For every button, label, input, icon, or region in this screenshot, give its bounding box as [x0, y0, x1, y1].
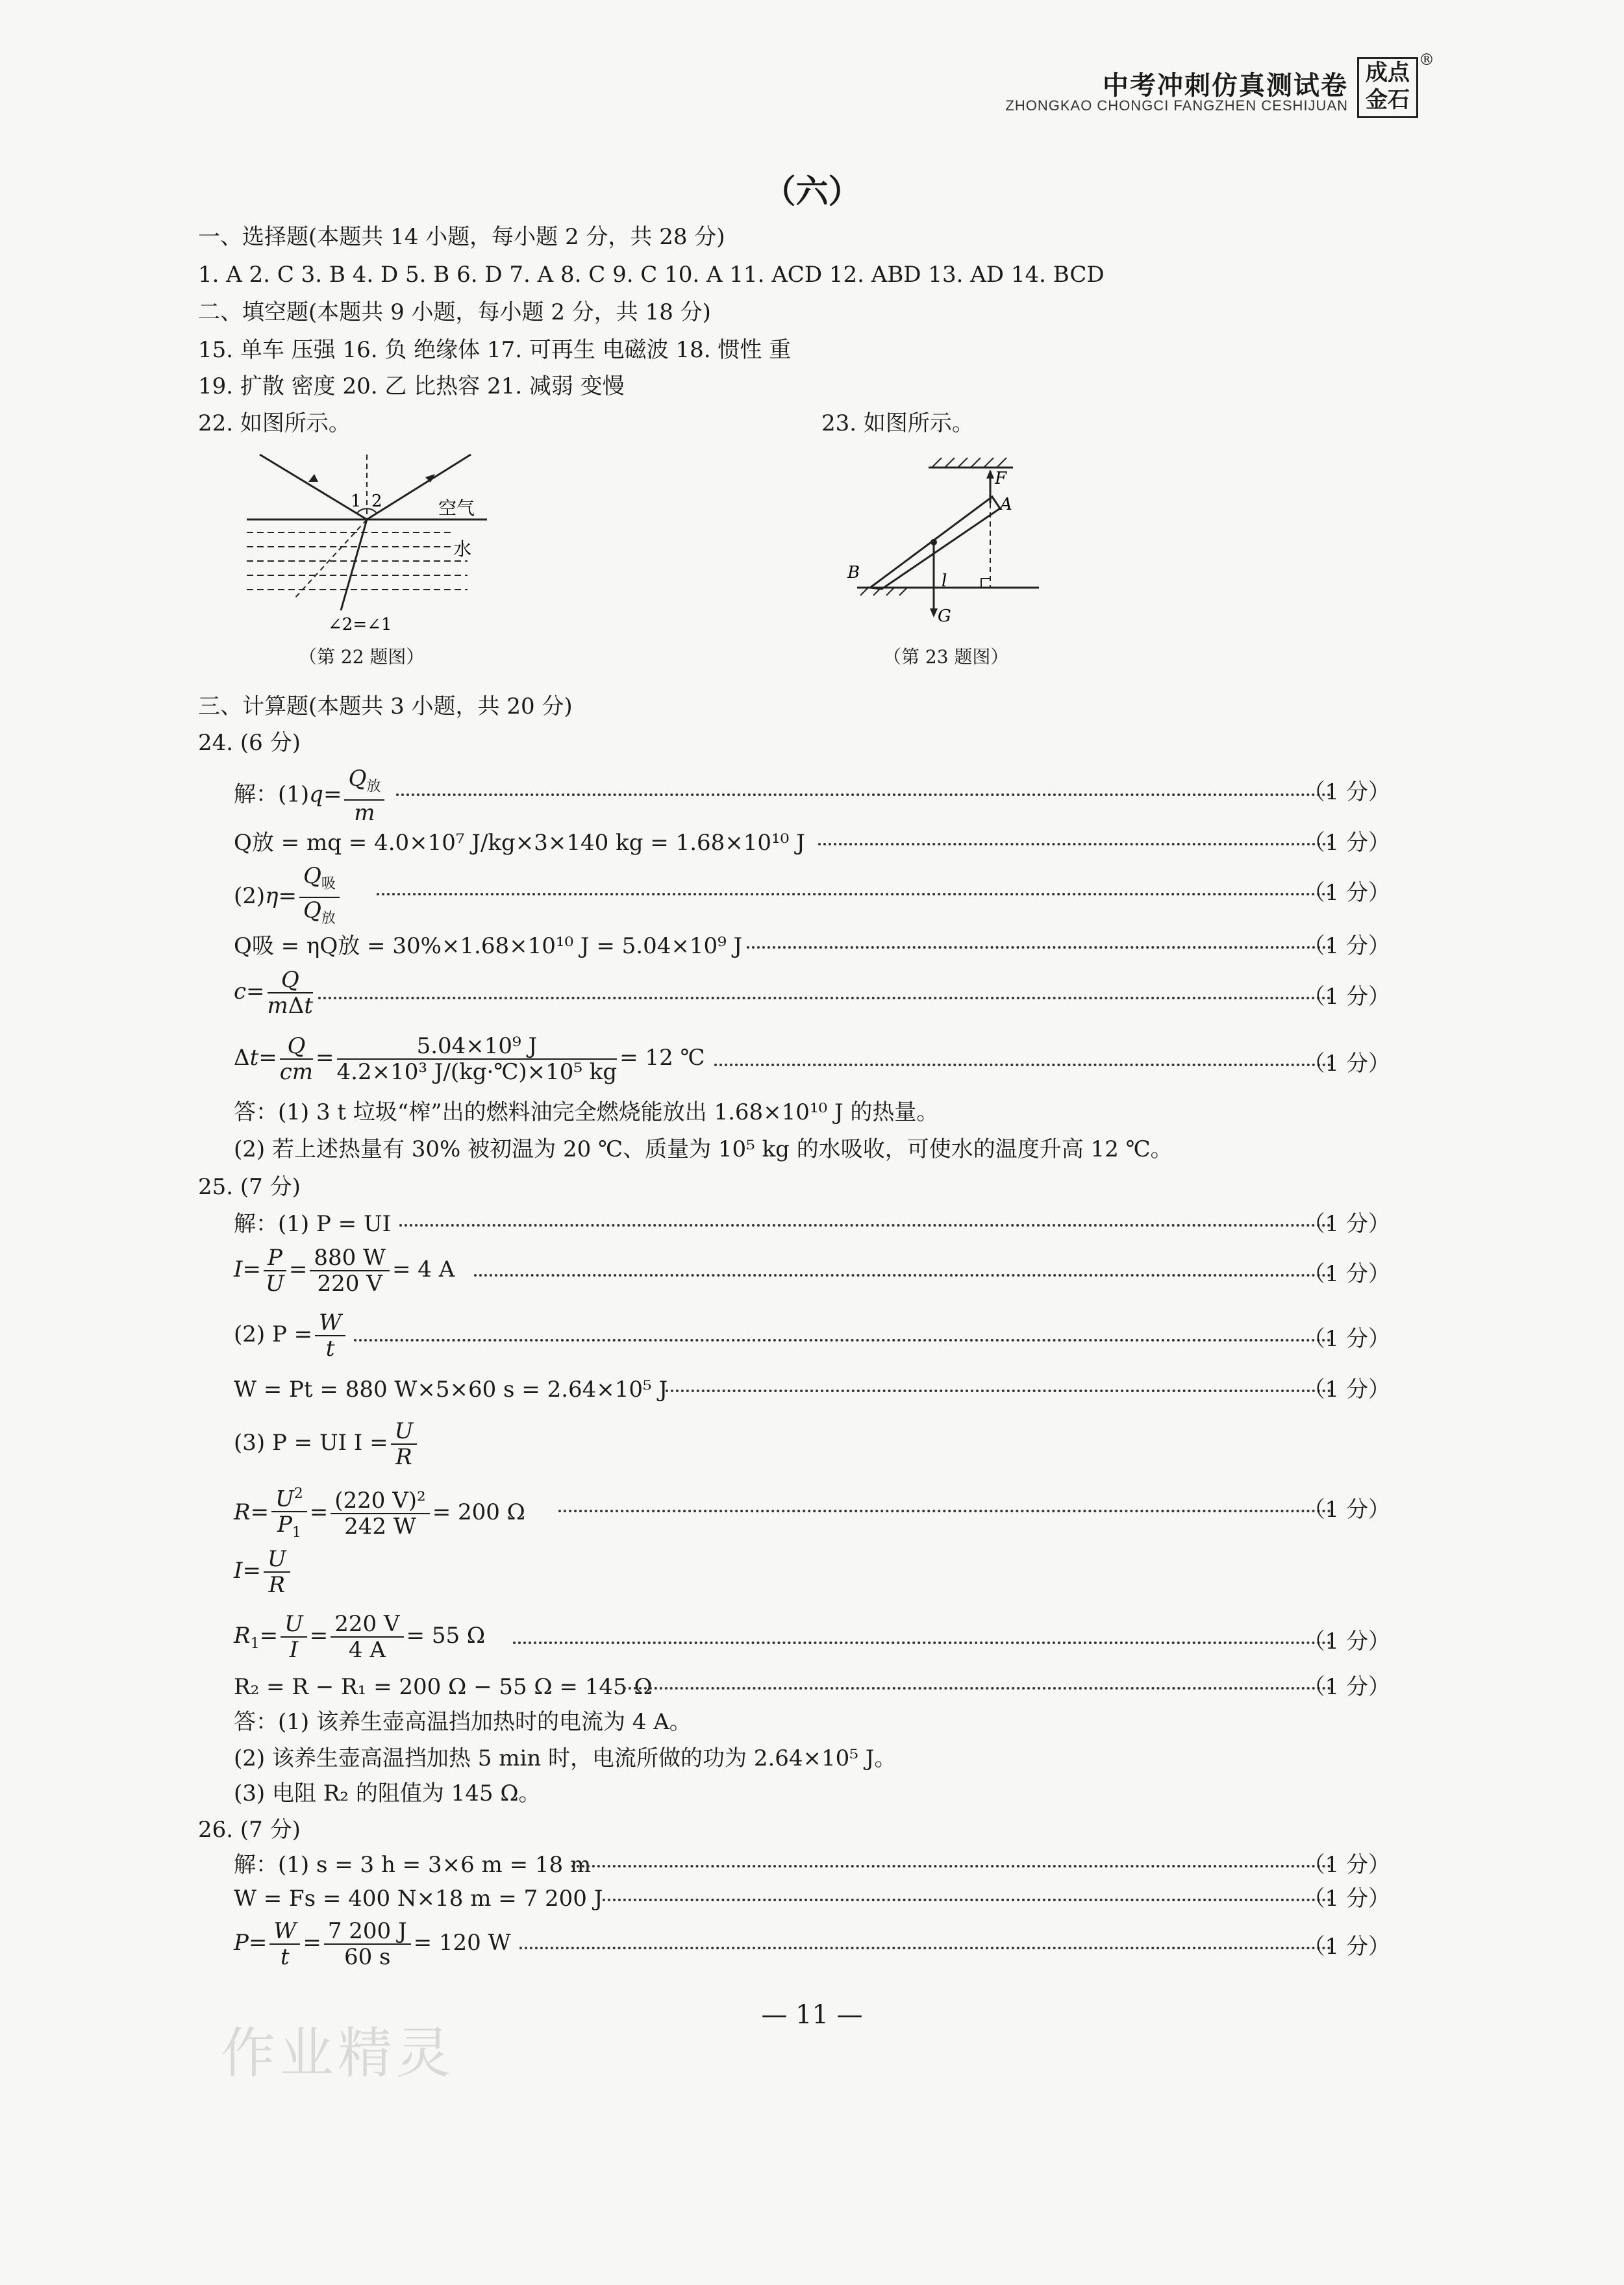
q25-leader-4 [666, 1390, 1331, 1392]
q26-step3: P= $\frac{W}{t}$ = $\frac{7 200 J}{60 s}$ = 120 W [234, 1918, 511, 1970]
fig23-label-A: A [1000, 495, 1012, 514]
q25-step6: R= $\frac{U^2}{P_1}$ = $\frac{\text{(220 V)²}}{242 W}$ = 200 Ω [234, 1482, 525, 1545]
q23-label: 23. 如图所示。 [821, 410, 974, 436]
q24-leader-5 [318, 997, 1331, 999]
q24-step6: Δt= $\frac{Q}{cm}$ = $\frac{\text{5.04×10⁹ J}}{\text{4.2×10³ J/(kg·℃)×10⁵ kg}}$ = 12 ℃ [234, 1033, 705, 1085]
q25-leader-1 [399, 1224, 1331, 1227]
brand-logo: 成点金石 [1357, 57, 1418, 118]
q24-leader-1 [396, 793, 1331, 796]
section2-line1: 15. 单车 压强 16. 负 绝缘体 17. 可再生 电磁波 18. 惯性 重 [198, 337, 792, 363]
q25-score-6: （1 分） [1303, 1629, 1390, 1654]
q26-leader-3 [519, 1947, 1331, 1949]
fig22-air-label: 空气 [438, 497, 475, 519]
q25-leader-6 [513, 1642, 1331, 1644]
q25-answer-3: (3) 电阻 R₂ 的阻值为 145 Ω。 [234, 1780, 541, 1806]
fig23-label-F: F [995, 469, 1007, 488]
section1-answers: 1. A 2. C 3. B 4. D 5. B 6. D 7. A 8. C 9. C 10. A 11. ACD 12. ABD 13. AD 14. BCD [198, 262, 1105, 288]
q24-score-4: （1 分） [1303, 933, 1390, 959]
q25-score-3: （1 分） [1303, 1326, 1390, 1352]
q25-leader-3 [354, 1339, 1331, 1342]
q24-leader-3 [377, 893, 1331, 895]
q24-step5: c= $\frac{Q}{\text{mΔt}}$ [234, 967, 314, 1019]
q25-answer-2: (2) 该养生壶高温挡加热 5 min 时，电流所做的功为 2.64×10⁵ J。 [234, 1745, 897, 1771]
q24-leader-2 [818, 843, 1331, 845]
q24-score-3: （1 分） [1303, 880, 1390, 906]
q24-step4: Q吸 = ηQ放 = 30%×1.68×10¹⁰ J = 5.04×10⁹ J [234, 933, 743, 959]
fig22-angle-relation: ∠2=∠1 [328, 615, 392, 634]
figure-23-caption: （第 23 题图） [883, 646, 1009, 668]
q26-step2: W = Fs = 400 N×18 m = 7 200 J [234, 1886, 603, 1912]
q24-score-5: （1 分） [1303, 984, 1390, 1010]
figure-22-caption: （第 22 题图） [299, 646, 425, 668]
part-title: （六） [763, 172, 861, 210]
q26-step1: 解：(1) s = 3 h = 3×6 m = 18 m [234, 1852, 592, 1878]
fig23-label-B: B [847, 563, 860, 582]
registered-mark: ® [1419, 51, 1434, 69]
q25-score-2: （1 分） [1303, 1261, 1390, 1287]
page-number: — 11 — [761, 2000, 863, 2030]
q25-step2: I= $\frac{P}{U}$ = $\frac{880 W}{220 V}$ = 4 A [234, 1245, 455, 1297]
q25-score-1: （1 分） [1303, 1211, 1390, 1237]
q24-leader-6 [714, 1064, 1331, 1066]
q25-score-4: （1 分） [1303, 1377, 1390, 1403]
q22-label: 22. 如图所示。 [198, 410, 351, 436]
fig23-label-l: l [942, 571, 947, 591]
q25-step1: 解：(1) P = UI [234, 1211, 392, 1237]
q24-score-1: （1 分） [1303, 779, 1390, 805]
q26-score-3: （1 分） [1303, 1934, 1390, 1960]
q24-header: 24. (6 分) [198, 730, 301, 756]
fig22-water-label: 水 [453, 538, 472, 560]
q24-score-6: （1 分） [1303, 1051, 1390, 1077]
q26-score-1: （1 分） [1303, 1852, 1390, 1878]
series-title: 中考冲刺仿真测试卷 [1103, 71, 1348, 101]
section3-title: 三、计算题(本题共 3 小题，共 20 分) [198, 693, 573, 719]
q26-score-2: （1 分） [1303, 1886, 1390, 1912]
q24-step1: 解：(1)q= $\frac{Q_放}{m}$ [234, 766, 387, 825]
q25-leader-2 [474, 1274, 1331, 1277]
section1-title: 一、选择题(本题共 14 小题，每小题 2 分，共 28 分) [198, 224, 725, 250]
fig22-angle1: 1 [351, 492, 362, 511]
section2-line2: 19. 扩散 密度 20. 乙 比热容 21. 减弱 变慢 [198, 373, 625, 399]
q25-step5: (3) P = UI I = $\frac{U}{R}$ [234, 1419, 419, 1469]
q26-leader-2 [597, 1899, 1331, 1901]
section2-title: 二、填空题(本题共 9 小题，每小题 2 分，共 18 分) [198, 299, 711, 325]
q25-score-5: （1 分） [1303, 1497, 1390, 1523]
series-pinyin: ZHONGKAO CHONGCI FANGZHEN CESHIJUAN [1005, 97, 1348, 114]
q24-step2: Q放 = mq = 4.0×10⁷ J/kg×3×140 kg = 1.68×10¹⁰ J [234, 830, 805, 856]
figure-22-refraction [247, 442, 493, 636]
q25-leader-7 [623, 1687, 1331, 1690]
q24-step3: (2)η= $\frac{Q_吸}{Q_放}$ [234, 864, 342, 931]
q26-header: 26. (7 分) [198, 1817, 301, 1843]
q24-score-2: （1 分） [1303, 830, 1390, 856]
q25-step7: I= $\frac{U}{R}$ [234, 1547, 293, 1597]
fig23-label-G: G [938, 606, 951, 626]
fig22-angle2: 2 [371, 492, 382, 511]
q24-leader-4 [747, 946, 1331, 949]
q25-score-7: （1 分） [1303, 1674, 1390, 1700]
q25-step4: W = Pt = 880 W×5×60 s = 2.64×10⁵ J [234, 1377, 668, 1403]
figure-23-lever [844, 451, 1052, 633]
q24-answer-2: (2) 若上述热量有 30% 被初温为 20 ℃、质量为 10⁵ kg 的水吸收，可使水的温度升高 12 ℃。 [234, 1136, 1173, 1162]
q25-leader-5 [558, 1510, 1331, 1512]
q24-answer-1: 答：(1) 3 t 垃圾“榨”出的燃料油完全燃烧能放出 1.68×10¹⁰ J 的热量。 [234, 1099, 939, 1125]
q25-step8: $R_1=$ $\frac{U}{I}$ = $\frac{220 V}{4 A}$ = 55 Ω [234, 1611, 486, 1663]
watermark: 作业精灵 [221, 2021, 455, 2085]
q25-answer-1: 答：(1) 该养生壶高温挡加热时的电流为 4 A。 [234, 1709, 692, 1735]
q26-leader-1 [571, 1865, 1331, 1867]
q25-step9: R₂ = R − R₁ = 200 Ω − 55 Ω = 145 Ω [234, 1674, 653, 1700]
q25-header: 25. (7 分) [198, 1174, 301, 1200]
q25-step3: (2) P = $\frac{W}{t}$ [234, 1310, 348, 1361]
